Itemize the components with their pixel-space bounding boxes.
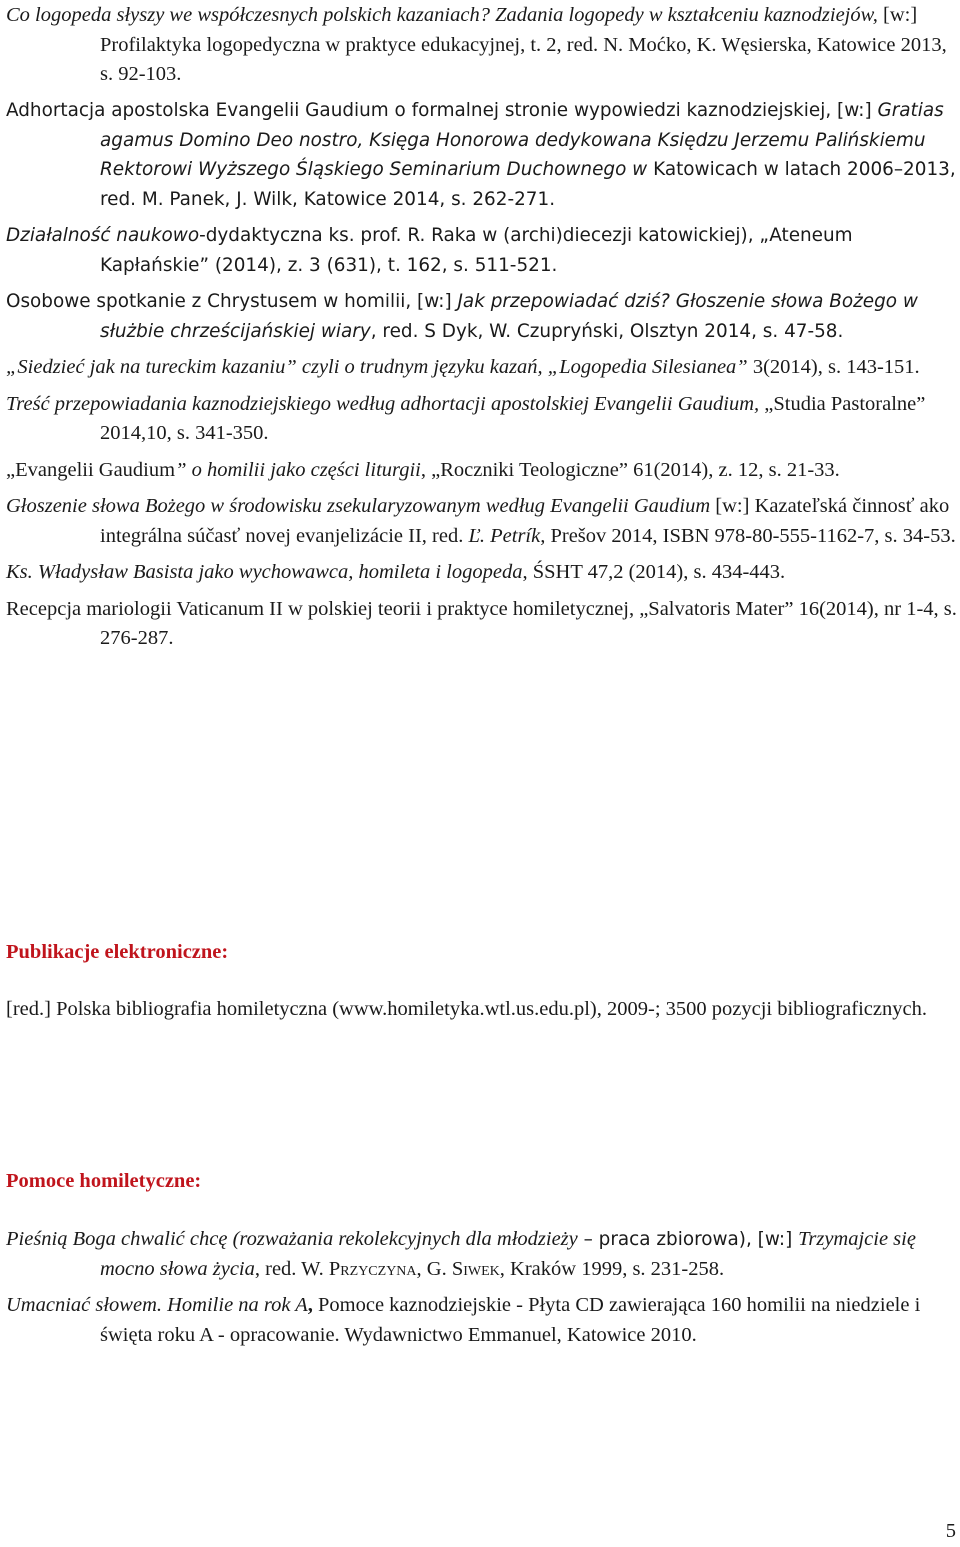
bibliography-entry (6, 1, 960, 90)
bibliography-entry (6, 595, 960, 654)
entry-title: Adhortacja apostolska Evangelii Gaudium o formalnej stronie wypowiedzi kaznodziejskiej, [w:] (6, 100, 878, 121)
entry-title: Co logopeda słyszy we współczesnych polskich kazaniach? Zadania logopedy w kształceniu kaznodziejów, (6, 4, 878, 26)
entry-title-rest: ” o homilii jako części liturgii (175, 458, 421, 481)
entry-book-title: Jak przepowiadać dziś? Głoszenie słowa Bożego w służbie chrześcijańskiej wiary (100, 291, 918, 342)
bibliography-entry (6, 995, 960, 1025)
entry-comma: , (307, 1294, 313, 1316)
entry-details: Katowicach w latach 2006–2013, red. M. Panek, J. Wilk, Katowice 2014, s. 262-271. (100, 159, 956, 210)
entry-details: , „Roczniki Teologiczne” 61(2014), z. 12, s. 21-33. (420, 458, 840, 481)
entry-details: – praca zbiorowa), [w:] (577, 1229, 799, 1250)
bibliography-entry (6, 558, 960, 588)
bibliography-entry (6, 353, 960, 383)
entry-details: Pomoce kaznodziejskie - Płyta CD zawierająca 160 homilii na niedziele i święta roku A - opracowanie. Wydawnictwo Emmanuel, Katowice 2010. (100, 1294, 921, 1346)
bibliography-entry (6, 1291, 960, 1350)
bibliography-section-top (6, 1, 960, 90)
entry-title: „Siedzieć jak na tureckim kazaniu” czyli o trudnym języku kazań, „Logopedia Silesianea” (6, 356, 748, 378)
entry-details: -dydaktyczna ks. prof. R. Raka w (archi)diecezji katowickiej), „Ateneum Kapłańskie” (2014), z. 3 (631), t. 162, s. 511-521. (100, 225, 853, 276)
bibliography-section-aids (6, 1225, 960, 1350)
bibliography-entry (6, 492, 960, 551)
entry-text: [red.] Polska bibliografia homiletyczna (www.homiletyka.wtl.us.edu.pl), 2009-; 3500 pozycji bibliograficznych. (6, 998, 927, 1020)
entry-title: Recepcja mariologii Vaticanum II w polskiej teorii i praktyce homiletycznej, „Salvatoris Mater” 16(2014), nr 1-4, s. 276-287. (6, 597, 957, 649)
entry-title: Osobowe spotkanie z Chrystusem w homilii, [w:] (6, 291, 458, 312)
entry-publication: , Kraków 1999, s. 231-258. (499, 1257, 725, 1280)
bibliography-entry (6, 1225, 960, 1284)
entry-details: [w:] Profilaktyka logopedyczna w praktyce edukacyjnej, t. 2, red. N. Moćko, K. Węsierska, Katowice 2013, s. 92-103. (100, 4, 947, 85)
entry-title: Treść przepowiadania kaznodziejskiego według adhortacji apostolskiej Evangelii Gaudium, (6, 392, 760, 415)
entry-title: Działalność naukowo (6, 225, 200, 246)
entry-editor-prefix: , red. W. (254, 1257, 329, 1280)
entry-details: „Studia Pastoralne” 2014,10, s. 341-350. (100, 392, 926, 444)
entry-title: „Evangelii Gaudium (6, 458, 176, 481)
entry-editor: Ľ. Petrík, (468, 524, 546, 547)
bibliography-entry (6, 221, 960, 280)
bibliography-section-electronic (6, 995, 960, 1025)
bibliography-entry (6, 390, 960, 449)
bibliography-entry (6, 287, 960, 346)
entry-title: Umacniać słowem. Homilie na rok A (6, 1294, 308, 1316)
entry-book-title: Gratias agamus Domino Deo nostro, Księga Honorowa dedykowana Księdzu Jerzemu Palińskiemu Rektorowi Wyższego Śląskiego Seminarium Duchownego w (100, 100, 944, 180)
entry-details: , red. S Dyk, W. Czupryński, Olsztyn 2014, s. 47-58. (370, 320, 844, 342)
section-heading-aids: Pomoce homiletyczne: (6, 1170, 202, 1192)
entry-title: Ks. Władysław Basista jako wychowawca, homileta i logopeda (6, 561, 523, 583)
entry-details: , ŚSHT 47,2 (2014), s. 434-443. (522, 561, 786, 583)
bibliography-section-main (6, 96, 960, 654)
entry-title: Głoszenie słowa Bożego w środowisku zsekularyzowanym według Evangelii Gaudium (6, 495, 711, 517)
entry-editor-1: Przyczyna (328, 1257, 417, 1280)
bibliography-entry (6, 456, 960, 486)
page-number: 5 (945, 1520, 956, 1542)
entry-book-title: Trzymajcie się mocno słowa życia (100, 1228, 916, 1280)
bibliography-entry (6, 96, 960, 214)
entry-details: [w:] Kazateľská činnosť ako integrálna súčasť novej evanjelizácie II, red. (100, 495, 950, 547)
entry-editor-2: Siwek (451, 1257, 500, 1280)
section-heading-electronic: Publikacje elektroniczne: (6, 941, 229, 963)
entry-details: 3(2014), s. 143-151. (747, 356, 920, 378)
entry-title: Pieśnią Boga chwalić chcę (rozważania rekolekcyjnych dla młodzieży (6, 1228, 578, 1250)
entry-publication: Prešov 2014, ISBN 978-80-555-1162-7, s. 34-53. (545, 524, 956, 547)
entry-separator: , G. (416, 1257, 452, 1280)
